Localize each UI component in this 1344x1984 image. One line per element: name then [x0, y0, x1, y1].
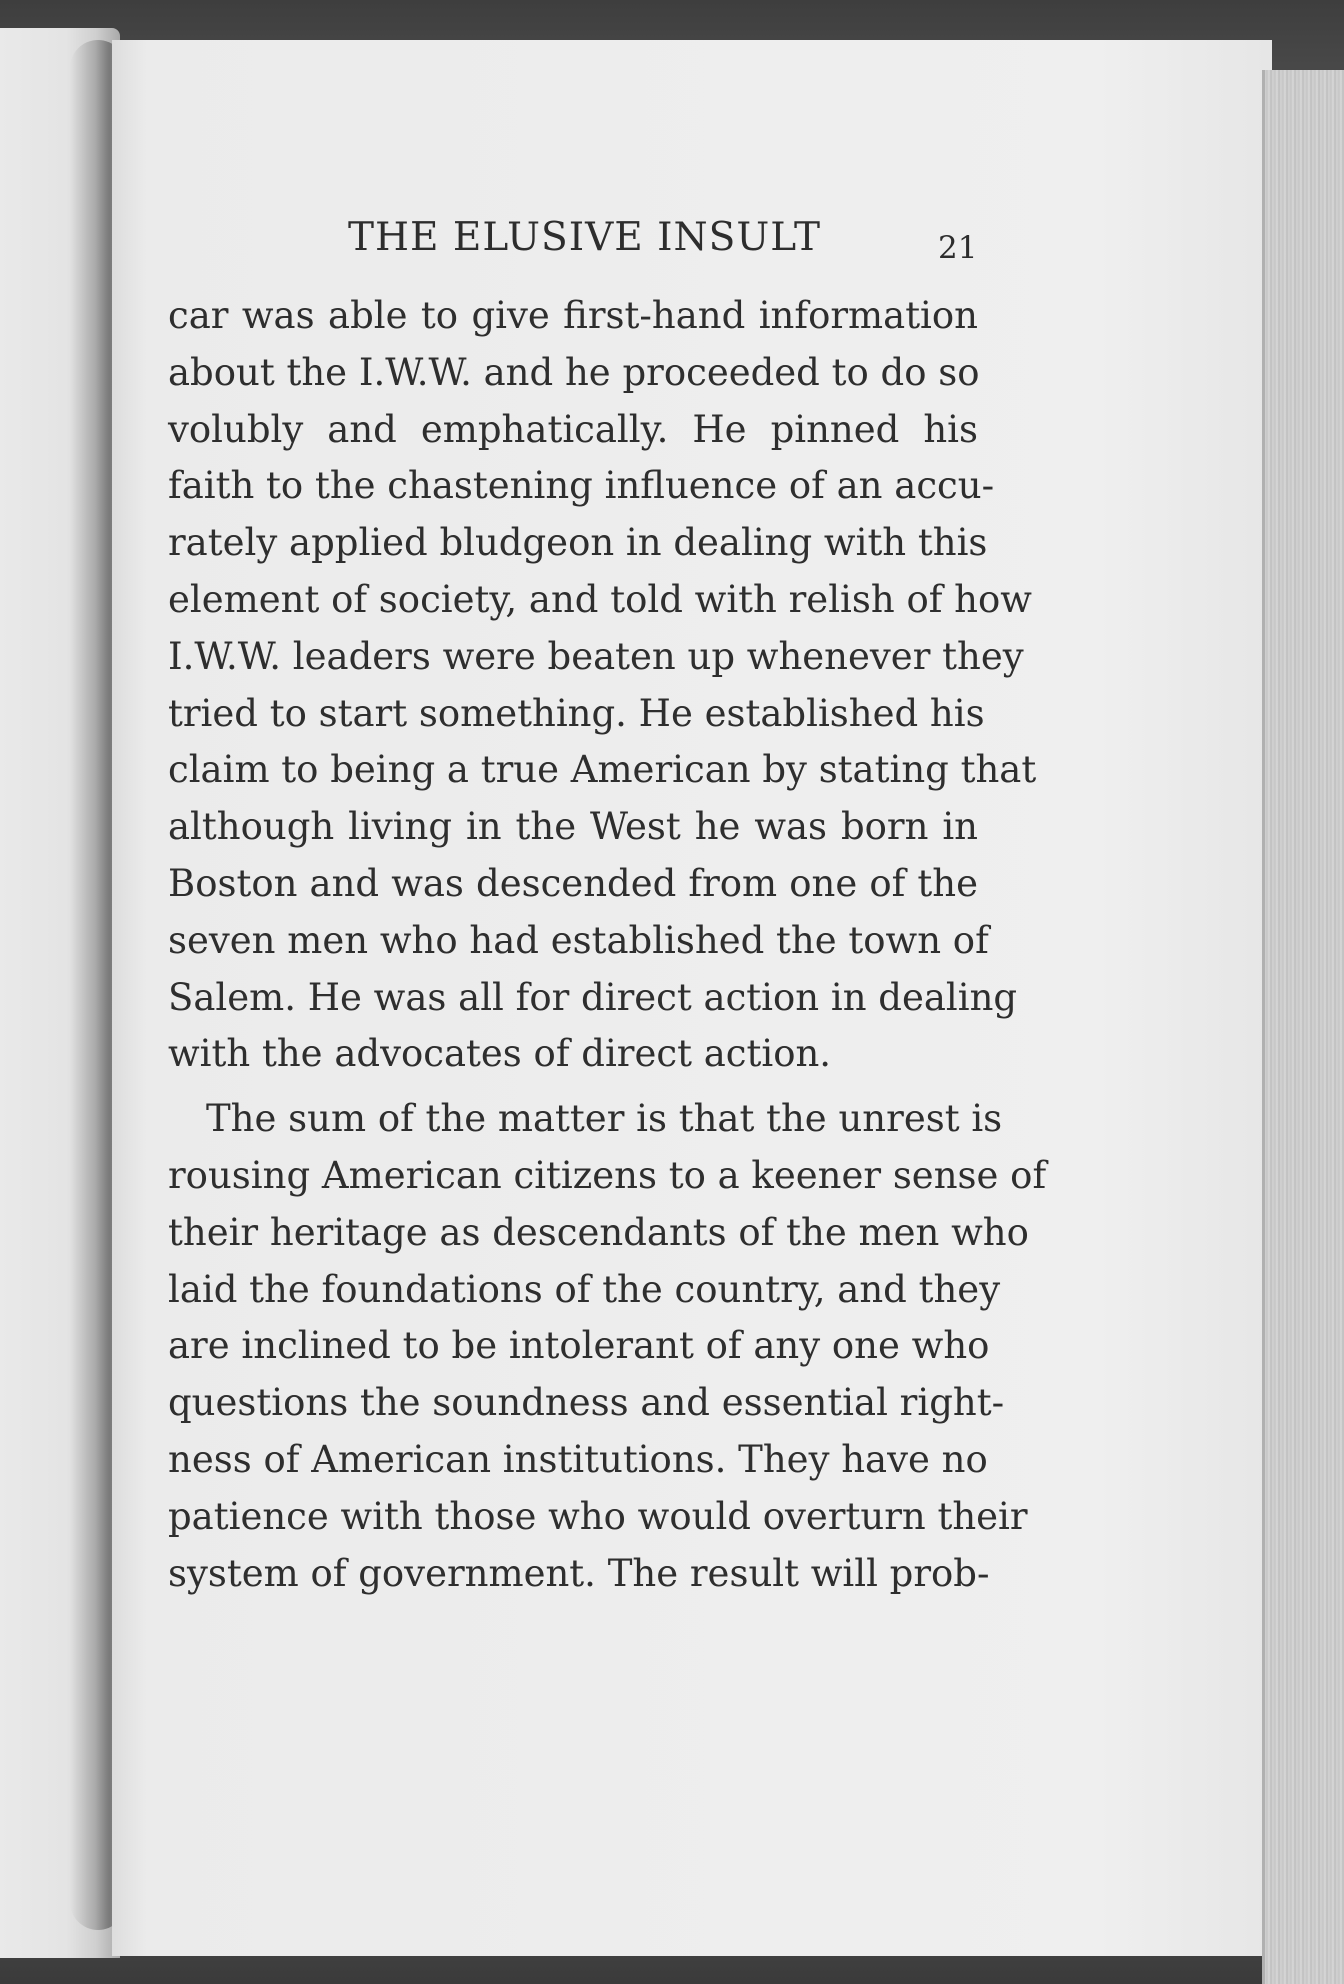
text-line: rately applied bludgeon in dealing with this	[168, 521, 988, 565]
text-line: although living in the West he was born in	[168, 805, 978, 849]
text-line: tried to start something. He established his	[168, 691, 985, 735]
text-line: patience with those who would overturn their	[168, 1494, 1028, 1538]
text-line: are inclined to be intolerant of any one who	[168, 1324, 990, 1368]
text-line: ness of American institutions. They have no	[168, 1437, 988, 1481]
text-line: Boston and was descended from one of the	[168, 861, 978, 905]
text-line: about the I.W.W. and he proceeded to do so	[168, 350, 980, 394]
text-line: volubly and emphatically. He pinned his	[168, 407, 978, 451]
text-line: seven men who had established the town of	[168, 918, 989, 962]
text-line: Salem. He was all for direct action in dealing	[168, 975, 1018, 1019]
text-line: element of society, and told with relish of how	[168, 577, 1032, 621]
text-line: their heritage as descendants of the men who	[168, 1210, 1029, 1254]
text-line: I.W.W. leaders were beaten up whenever they	[168, 634, 1024, 678]
text-line: rousing American citizens to a keener sense of	[168, 1153, 1047, 1197]
paragraph-break	[168, 1083, 978, 1091]
text-line: system of government. The result will prob-	[168, 1551, 990, 1595]
text-line: laid the foundations of the country, and they	[168, 1267, 1001, 1311]
page-number: 21	[938, 230, 978, 266]
text-line: with the advocates of direct action.	[168, 1032, 832, 1076]
text-line: The sum of the matter is that the unrest is	[206, 1097, 1003, 1141]
body-text	[168, 288, 1047, 1602]
page-block-edges	[1262, 70, 1344, 1984]
text-line: car was able to give first-hand information	[168, 294, 978, 337]
text-line: questions the soundness and essential right-	[168, 1381, 1005, 1425]
running-head: THE ELUSIVE INSULT	[348, 215, 821, 260]
text-line: faith to the chastening influence of an accu-	[168, 464, 995, 508]
text-line: claim to being a true American by stating that	[168, 748, 1037, 792]
